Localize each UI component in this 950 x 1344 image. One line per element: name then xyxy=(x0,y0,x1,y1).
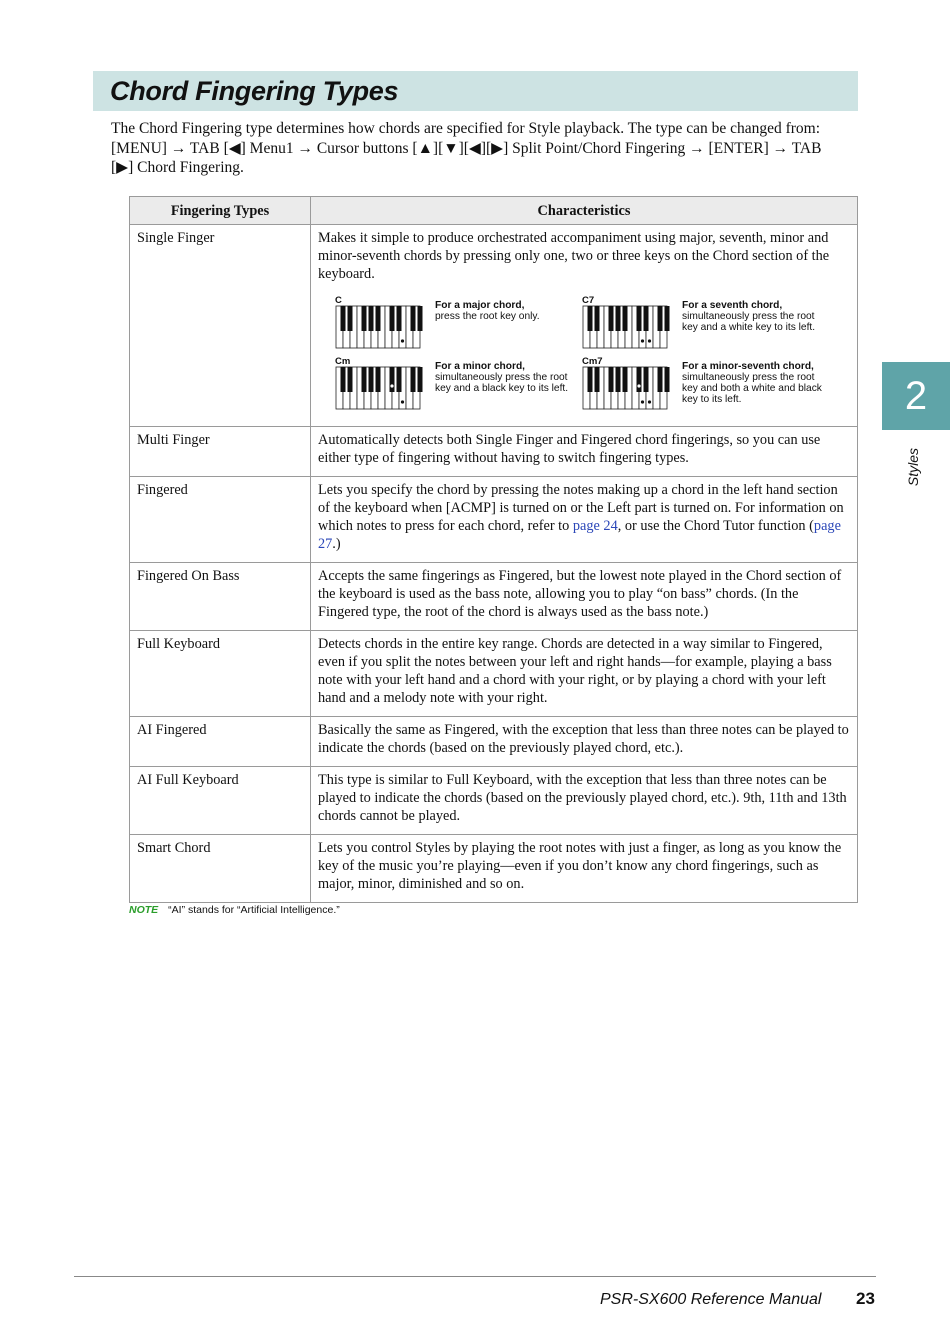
keyboard-diagram-icon xyxy=(335,305,423,349)
characteristics-cell: Detects chords in the entire key range. Chords are detected in a way similar to Fingered, even if you split the notes between your left and right hands—for example, playing a bass note with your left hand and a chord with your right, or by playing a chord with your left hand and a melody note with your right. xyxy=(311,631,858,717)
characteristics-cell: Basically the same as Fingered, with the exception that less than three notes can be played to indicate the chords (based on the previously played chord, etc.). xyxy=(311,717,858,767)
chord-title: For a major chord, xyxy=(435,300,525,311)
chord-label: Cm xyxy=(335,356,351,367)
characteristics-text: Lets you specify the chord by pressing the notes making up a chord in the left hand section of the keyboard when [ACMP] is turned on or the Left part is turned on. For information on which notes to press for each chord, refer to xyxy=(318,482,844,534)
table-row xyxy=(130,767,858,835)
table-row xyxy=(130,563,858,631)
chapter-label xyxy=(900,447,930,487)
table-row xyxy=(130,225,858,427)
keyboard-diagram-icon xyxy=(582,366,670,410)
chord-instruction: simultaneously press the root key and a black key to its left. xyxy=(435,372,569,394)
characteristics-text: Makes it simple to produce orchestrated accompaniment using major, seventh, minor and minor-seventh chords by pressing only one, two or three keys on the Chord section of the keyboard. xyxy=(318,230,830,282)
page-27-link[interactable]: page 27 xyxy=(318,518,841,552)
table-row xyxy=(130,631,858,717)
fingering-type-cell: Fingered xyxy=(130,477,311,563)
characteristics-cell: Lets you control Styles by playing the root notes with just a finger, as long as you know the key of the music you’re playing—even if you don’t know any chord fingerings, such as major, minor, diminished and so on. xyxy=(311,835,858,903)
fingering-type-cell: Multi Finger xyxy=(130,427,311,477)
footer-manual-title: PSR-SX600 Reference Manual xyxy=(600,1291,822,1308)
fingering-type-cell: Smart Chord xyxy=(130,835,311,903)
keyboard-diagram-icon xyxy=(335,366,423,410)
chord-diagram-minor-seventh xyxy=(582,354,842,412)
column-header-types: Fingering Types xyxy=(130,197,311,225)
chord-diagram-seventh xyxy=(582,293,842,351)
fingering-type-cell: Full Keyboard xyxy=(130,631,311,717)
page-24-link[interactable]: page 24 xyxy=(572,518,618,534)
footer-divider xyxy=(74,1276,876,1277)
chord-instruction: press the root key only. xyxy=(435,311,540,322)
footnote xyxy=(129,904,340,916)
chord-label: Cm7 xyxy=(582,356,603,367)
chord-title: For a minor chord, xyxy=(435,361,525,372)
chapter-label-text: Styles xyxy=(905,447,922,487)
fingering-type-cell: Fingered On Bass xyxy=(130,563,311,631)
chord-diagram-major xyxy=(335,293,595,351)
intro-paragraph: The Chord Fingering type determines how chords are specified for Style playback. The type can be changed from: [MENU] → TAB [◀] Menu1 → Cursor buttons [▲][▼][◀][▶] Split Point/Chord Fingering → [ENTER] → TAB [▶] Chord Fingering. xyxy=(111,120,822,176)
characteristics-text: , or use the Chord Tutor function ( xyxy=(617,518,814,534)
characteristics-cell xyxy=(311,225,858,427)
table-header-row xyxy=(130,197,858,225)
chord-diagrams xyxy=(318,289,849,417)
characteristics-cell xyxy=(311,477,858,563)
note-tag: NOTE xyxy=(129,904,159,916)
fingering-type-cell: AI Fingered xyxy=(130,717,311,767)
table-row xyxy=(130,835,858,903)
table-row xyxy=(130,717,858,767)
chapter-tab[interactable]: 2 xyxy=(882,362,950,430)
characteristics-text: .) xyxy=(332,536,341,552)
fingering-type-cell: Single Finger xyxy=(130,225,311,427)
characteristics-cell: Automatically detects both Single Finger and Fingered chord fingerings, so you can use either type of fingering without having to switch fingering types. xyxy=(311,427,858,477)
page-number: 23 xyxy=(856,1289,875,1308)
fingering-table xyxy=(129,196,858,903)
chord-title: For a minor-seventh chord, xyxy=(682,361,814,372)
section-title-bar xyxy=(93,71,858,111)
table-row xyxy=(130,427,858,477)
chord-title: For a seventh chord, xyxy=(682,300,783,311)
characteristics-cell: This type is similar to Full Keyboard, with the exception that less than three notes can be played to indicate the chords (based on the previously played chord, etc.). 9th, 11th and 13th chords cannot be played. xyxy=(311,767,858,835)
fingering-type-cell: AI Full Keyboard xyxy=(130,767,311,835)
table-row xyxy=(130,477,858,563)
chord-label: C xyxy=(335,295,342,306)
characteristics-cell: Accepts the same fingerings as Fingered, but the lowest note played in the Chord section of the keyboard is used as the bass note, allowing you to play “on bass” chords. (In the Fingered type, the root of the chord is always used as the bass note.) xyxy=(311,563,858,631)
page-title: Chord Fingering Types xyxy=(110,76,399,106)
chord-instruction: simultaneously press the root key and a white key to its left. xyxy=(682,311,816,333)
chord-label: C7 xyxy=(582,295,595,306)
note-text: “AI” stands for “Artificial Intelligence.” xyxy=(168,904,340,916)
chord-instruction: simultaneously press the root key and both a white and black key to its left. xyxy=(682,372,822,405)
chord-diagram-minor xyxy=(335,354,595,412)
column-header-characteristics: Characteristics xyxy=(311,197,858,225)
keyboard-diagram-icon xyxy=(582,305,670,349)
